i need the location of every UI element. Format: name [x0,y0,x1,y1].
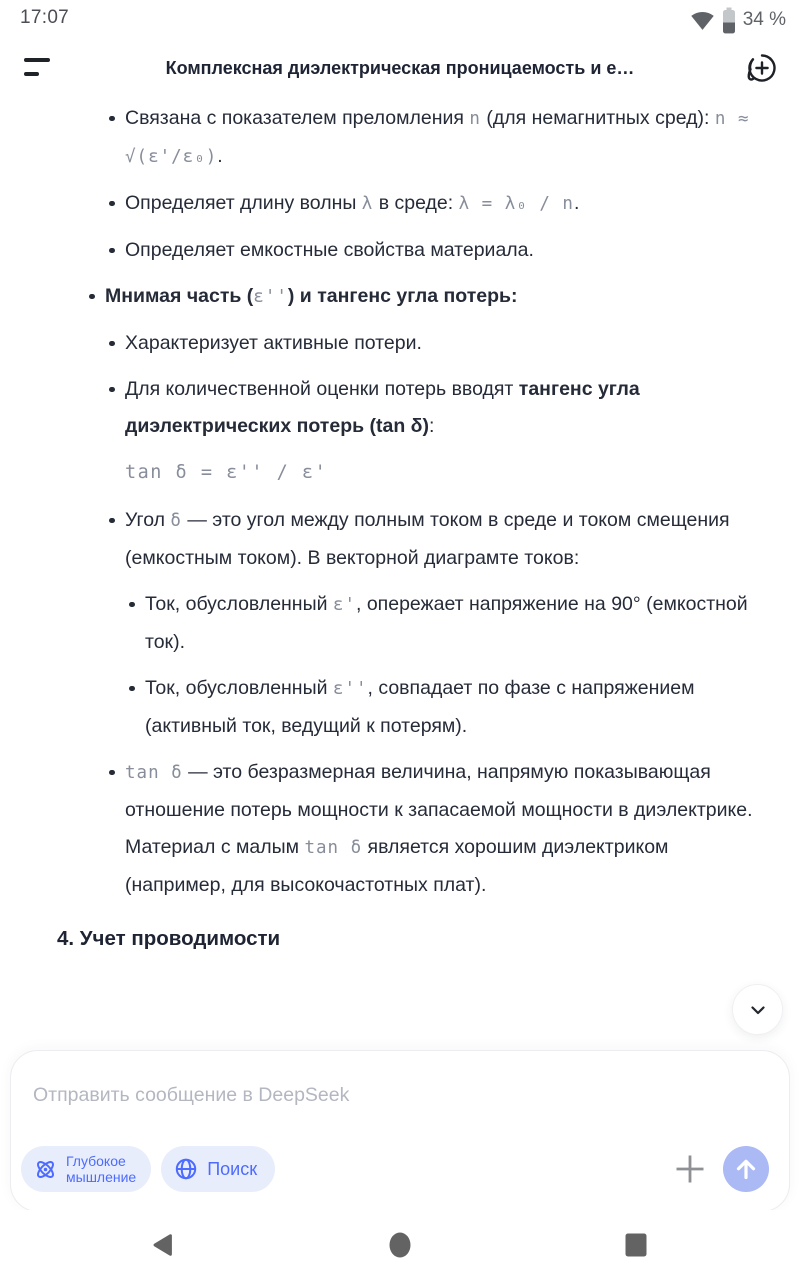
composer-toggles [21,1146,275,1192]
attach-button[interactable] [673,1152,707,1186]
bullet-dot [88,278,105,316]
new-chat-icon [744,50,780,86]
search-label: Поиск [207,1158,258,1179]
deep-think-icon [33,1157,58,1182]
search-toggle[interactable] [161,1146,275,1192]
inline-code: n ≈ √(ε'/ε₀) [125,109,750,167]
list-item: Определяет длину волны λ в среде: λ = λ₀ / n. [108,185,770,223]
status-bar [0,0,800,40]
composer-card [10,1050,790,1212]
inline-code: tan δ [125,763,183,783]
list-item: Для количественной оценки потерь вводят тангенс угла диэлектрических потерь (tan δ): [108,371,770,445]
status-icons [690,6,786,34]
inline-code: ε' [332,595,356,615]
send-button[interactable] [723,1146,769,1192]
bullet-dot [108,502,125,577]
list-item [88,278,770,316]
scroll-down-icon [747,999,769,1021]
inline-code: ε'' [332,679,368,699]
deep-think-label: Глубокое мышление [66,1152,137,1185]
clock-text: 17:07 [20,7,70,28]
deep-think-toggle[interactable] [21,1146,151,1192]
scroll-to-bottom-button[interactable] [732,984,783,1035]
bold-text: тангенс угла диэлектрических потерь (tan δ) [125,378,640,437]
bold-text: Мнимая часть ( [105,285,254,307]
bullet-dot [128,586,145,661]
wifi-icon [690,10,715,31]
list-item: Ток, обусловленный ε'', совпадает по фазе с напряжением (активный ток, ведущий к потерям). [128,670,770,745]
battery-icon [722,7,736,34]
inline-code: λ [361,194,374,214]
list-item: Связана с показателем преломления n (для немагнитных сред): n ≈ √(ε'/ε₀). [108,100,770,176]
new-chat-button[interactable] [744,50,780,86]
list-item: tan δ — это безразмерная величина, напрямую показывающая отношение потерь мощности к запасаемой мощности в диэлектрике. Материал с малым tan δ является хорошим диэлектриком (например, для высокочастотных плат). [108,754,770,904]
battery-percent-text: 34 % [742,9,786,30]
app-header [0,40,800,100]
code-block: tan δ = ε'' / ε' [125,462,328,483]
search-globe-icon [174,1157,198,1181]
message-body [0,100,800,957]
inline-code: δ [170,511,182,531]
inline-code: n [469,109,481,129]
attach-plus-icon [673,1152,707,1186]
bullet-dot [128,670,145,745]
message-input[interactable] [33,1079,653,1111]
chat-title: Комплексная диэлектрическая проницаемость и е… [165,58,635,78]
inline-code: ε'' [253,287,288,307]
nav-home-button[interactable] [317,1231,482,1259]
nav-recents-button[interactable] [483,1232,800,1258]
nav-back-button[interactable] [0,1232,317,1258]
list-item: Ток, обусловленный ε', опережает напряжение на 90° (емкостной ток). [128,586,770,661]
nav-back-icon [152,1232,174,1258]
bullet-dot [108,371,125,445]
android-nav-bar [0,1210,800,1280]
menu-icon [24,58,50,62]
bullet-dot [108,754,125,904]
send-arrow-icon [723,1146,769,1192]
bullet-dot [108,232,125,269]
bold-text: ) и тангенс угла потерь: [287,285,518,307]
sidebar-menu-button[interactable] [22,52,56,86]
list-item: Характеризует активные потери. [108,325,770,362]
list-item: Определяет емкостные свойства материала. [108,232,770,269]
list-item: Угол δ — это угол между полным током в среде и током смещения (емкостным током). В векторной диаграмте токов: [108,502,770,577]
bullet-dot [108,325,125,362]
bullet-dot [108,100,125,176]
nav-recents-icon [624,1232,648,1258]
section-heading: 4. Учет проводимости [57,927,281,950]
inline-code: λ = λ₀ / n [458,194,574,214]
bullet-dot [108,185,125,223]
nav-home-icon [387,1231,413,1259]
inline-code: tan δ [304,838,363,858]
